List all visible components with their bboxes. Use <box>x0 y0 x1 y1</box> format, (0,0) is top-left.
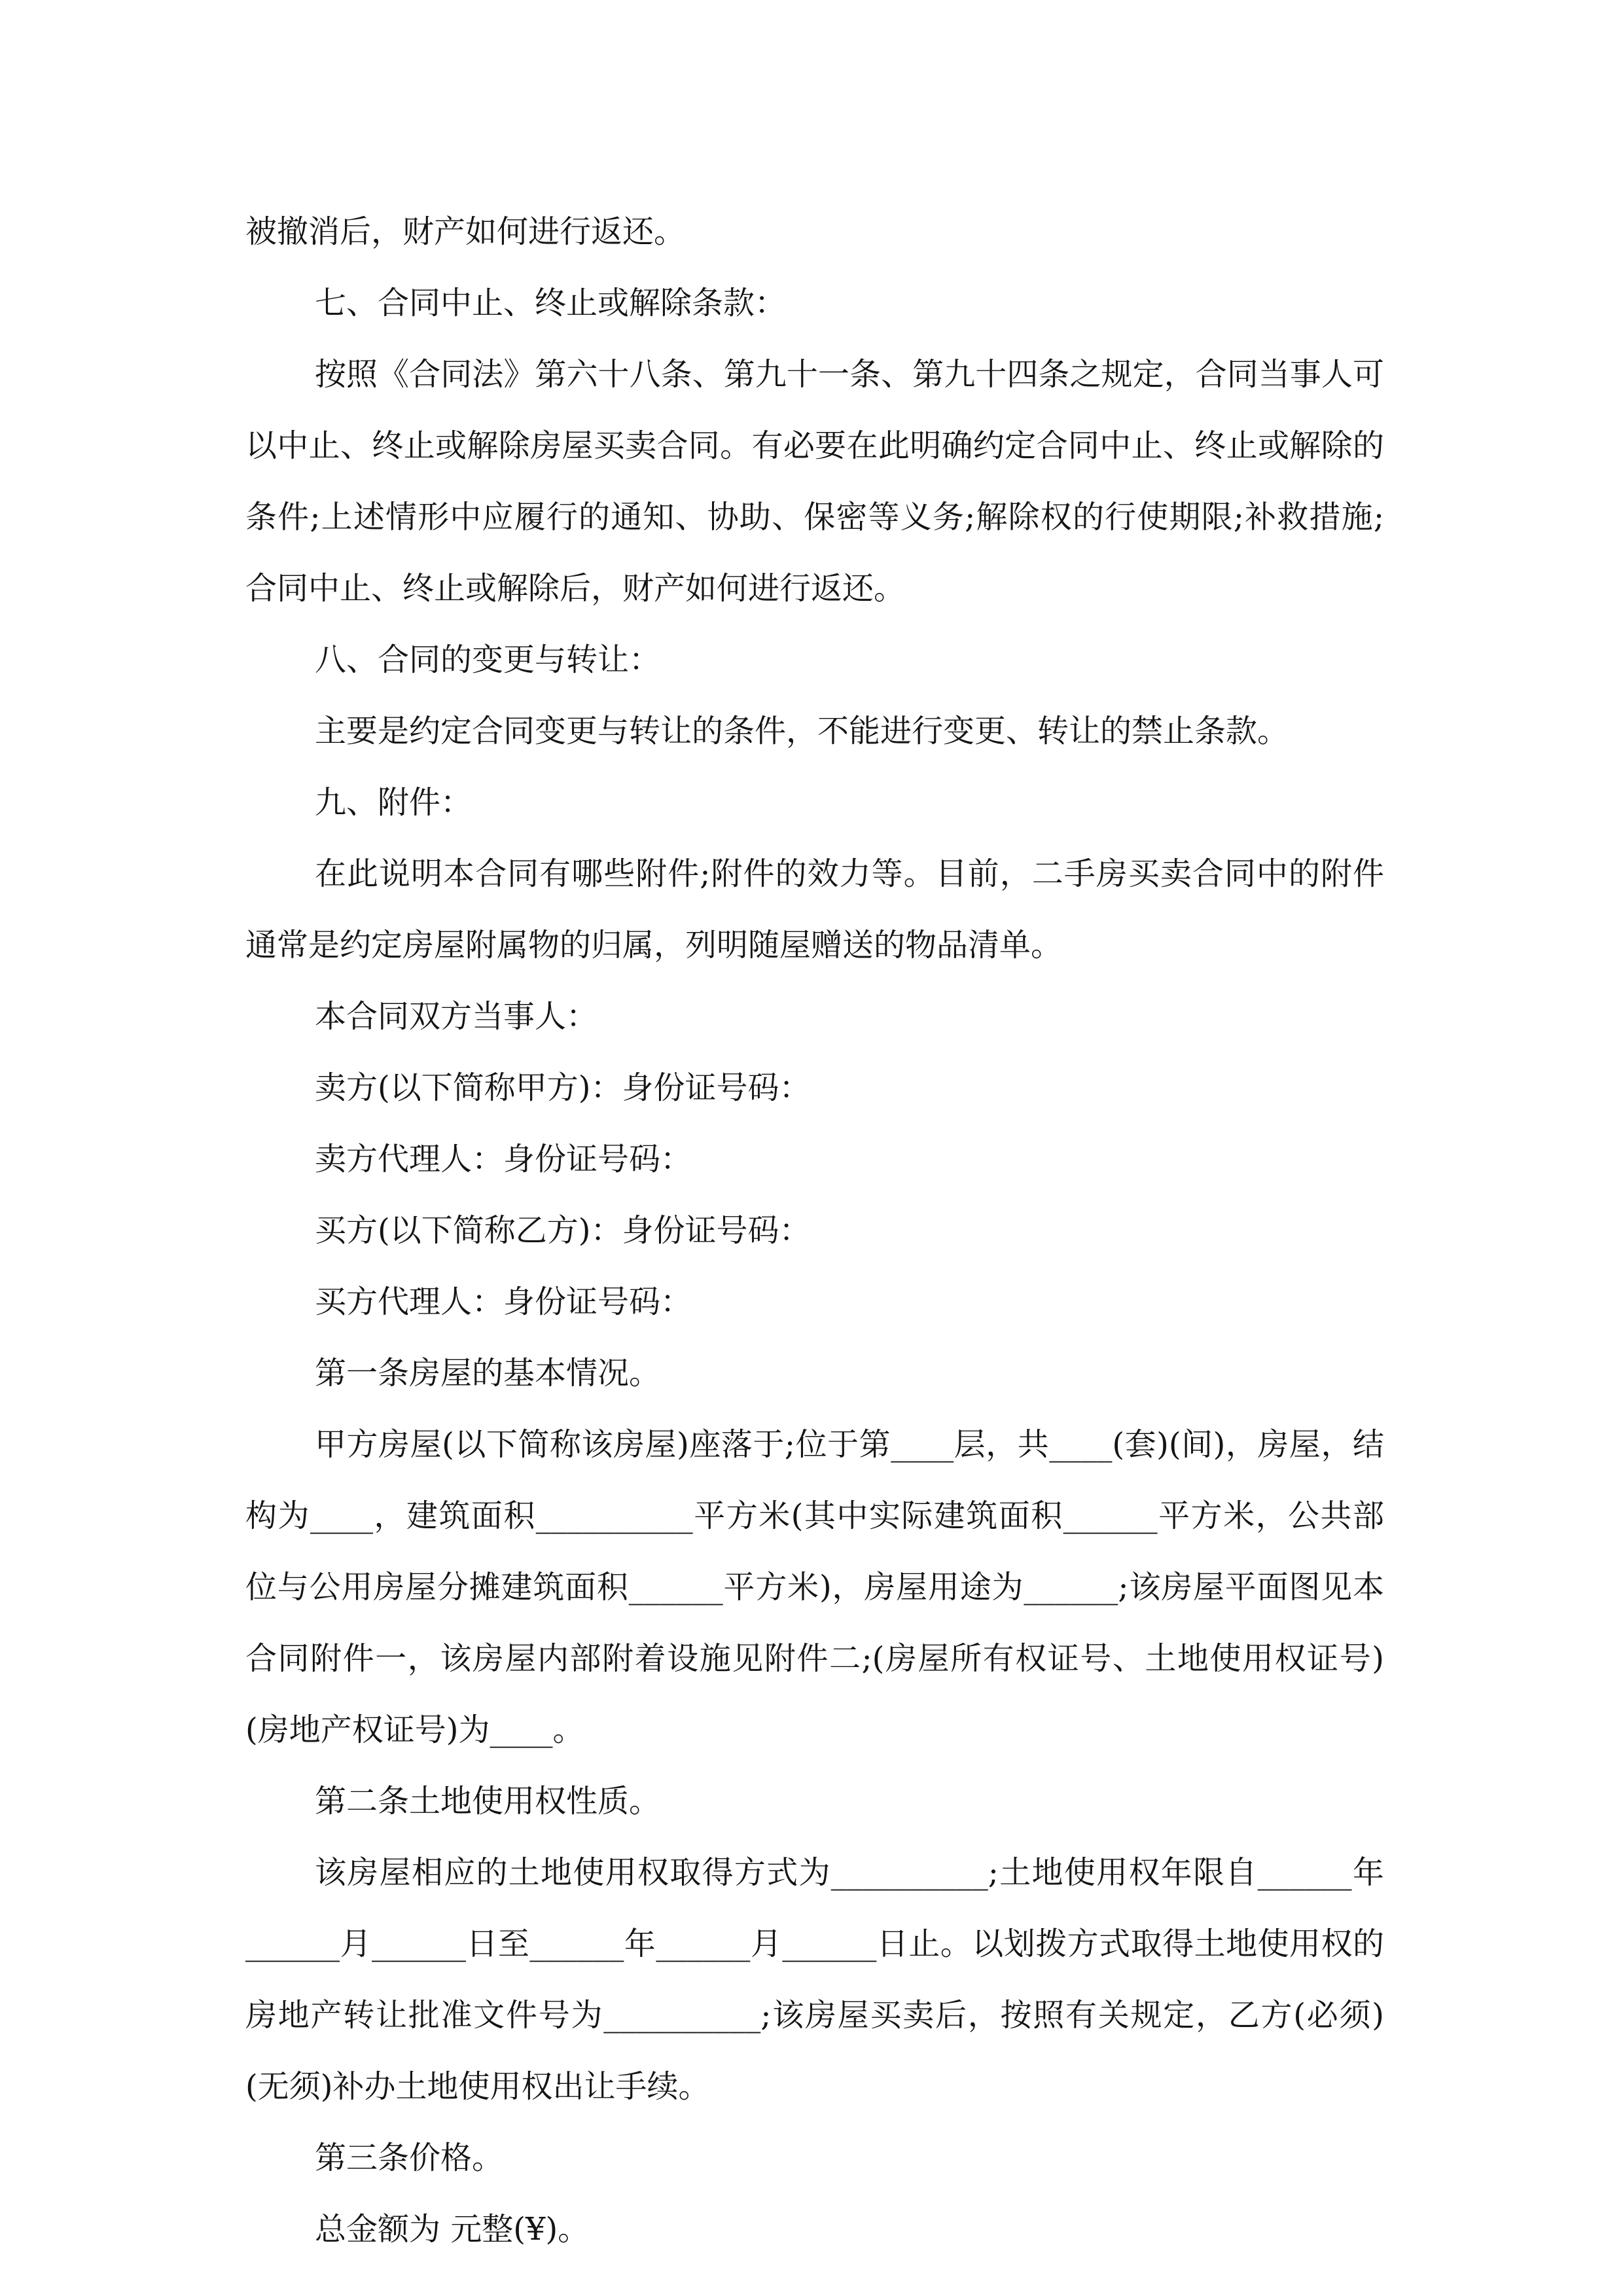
paragraph-1: 被撤消后，财产如何进行返还。 <box>245 213 686 250</box>
article-2-heading: 第二条土地使用权性质。 <box>315 1783 661 1820</box>
seller-line: 卖方(以下简称甲方)：身份证号码： <box>315 1069 811 1106</box>
document-body <box>245 196 1384 2265</box>
article-3-body: 总金额为 元整(¥)。 <box>315 2211 590 2248</box>
article-2-body: 该房屋相应的土地使用权取得方式为__________;土地使用权年限自______年______月______日至______年______月______日止。以划拨方式取得土地使用权的房地产转让批准文件号为__________;该房屋买卖后，按照有关规定，乙方(必须)(无须)补办土地使用权出让手续。 <box>245 1854 1384 2105</box>
article-1-heading: 第一条房屋的基本情况。 <box>315 1355 661 1391</box>
article-1-body: 甲方房屋(以下简称该房屋)座落于;位于第____层，共____(套)(间)，房屋，结构为____，建筑面积__________平方米(其中实际建筑面积______平方米，公共部位与公用房屋分摊建筑面积______平方米)，房屋用途为______;该房屋平面图见本合同附件一，该房屋内部附着设施见附件二;(房屋所有权证号、土地使用权证号)(房地产权证号)为____。 <box>245 1426 1384 1748</box>
parties-heading: 本合同双方当事人： <box>315 998 598 1035</box>
paragraph-clause-8-body: 主要是约定合同变更与转让的条件，不能进行变更、转让的禁止条款。 <box>315 713 1289 749</box>
heading-clause-8: 八、合同的变更与转让： <box>315 641 661 678</box>
seller-agent-line: 卖方代理人：身份证号码： <box>315 1141 692 1177</box>
heading-clause-7: 七、合同中止、终止或解除条款： <box>315 285 787 321</box>
paragraph-clause-9-body: 在此说明本合同有哪些附件;附件的效力等。目前，二手房买卖合同中的附件通常是约定房屋附属物的归属，列明随屋赠送的物品清单。 <box>245 855 1384 963</box>
paragraph-clause-7-body: 按照《合同法》第六十八条、第九十一条、第九十四条之规定，合同当事人可以中止、终止或解除房屋买卖合同。有必要在此明确约定合同中止、终止或解除的条件;上述情形中应履行的通知、协助、保密等义务;解除权的行使期限;补救措施;合同中止、终止或解除后，财产如何进行返还。 <box>245 356 1384 607</box>
article-3-heading: 第三条价格。 <box>315 2140 504 2176</box>
buyer-agent-line: 买方代理人：身份证号码： <box>315 1283 692 1320</box>
buyer-line: 买方(以下简称乙方)：身份证号码： <box>315 1212 811 1249</box>
heading-clause-9: 九、附件： <box>315 784 473 821</box>
